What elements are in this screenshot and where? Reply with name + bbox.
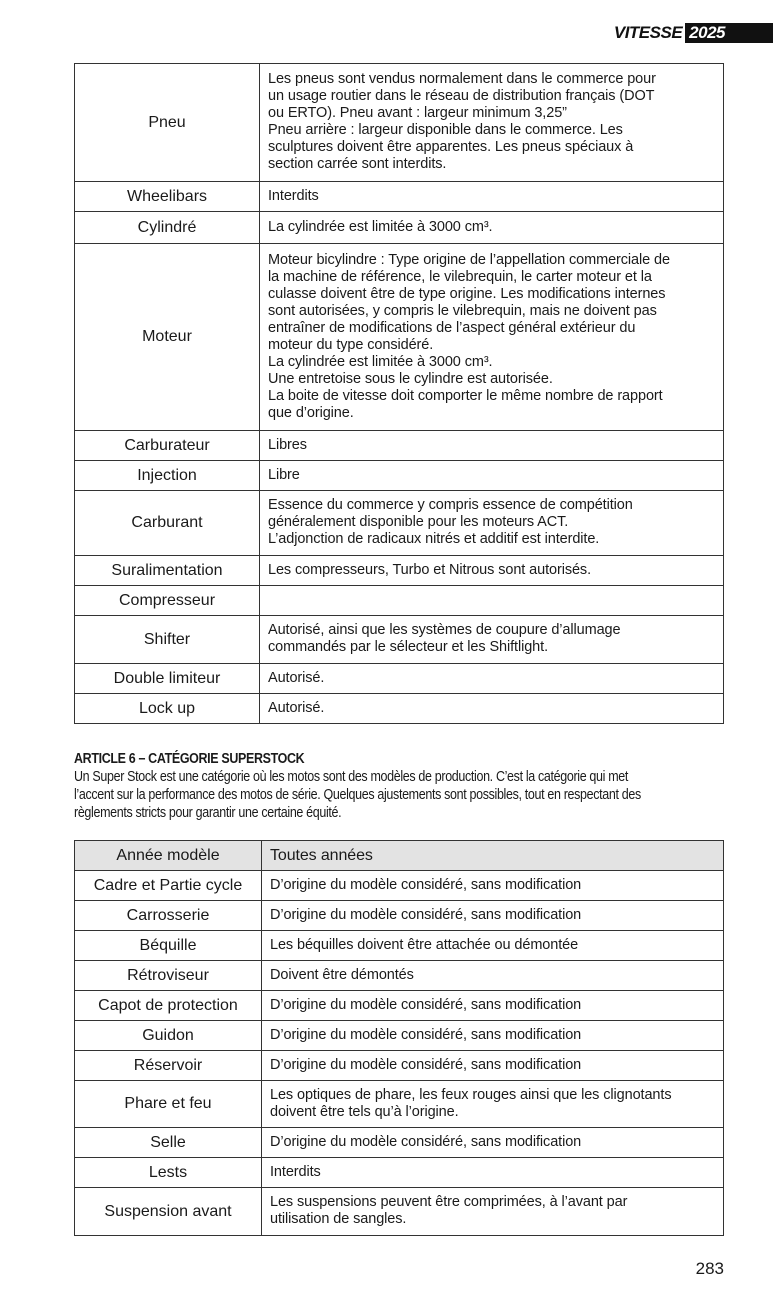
row-value	[262, 961, 724, 991]
value-line: la machine de référence, le vilebrequin, le carter moteur et la	[268, 268, 652, 285]
value-line: Autorisé.	[268, 699, 325, 716]
row-label: Moteur	[75, 244, 260, 431]
row-value	[260, 556, 724, 586]
row-label: Suralimentation	[75, 556, 260, 586]
value-line: La cylindrée est limitée à 3000 cm³.	[268, 218, 493, 235]
table-row	[75, 871, 724, 901]
row-label: Pneu	[75, 64, 260, 182]
value-line: D’origine du modèle considéré, sans modification	[270, 1133, 582, 1150]
value-line: Les béquilles doivent être attachée ou démontée	[270, 936, 579, 953]
value-line: D’origine du modèle considéré, sans modification	[270, 1026, 582, 1043]
value-line: un usage routier dans le réseau de distribution français (DOT	[268, 88, 655, 104]
row-value	[260, 694, 724, 724]
row-value	[262, 1158, 724, 1188]
table-row	[75, 586, 724, 616]
value-line: généralement disponible pour les moteurs ACT.	[268, 514, 569, 530]
value-line: Interdits	[268, 187, 319, 204]
row-value	[262, 1021, 724, 1051]
table-row	[75, 1051, 724, 1081]
value-line: D’origine du modèle considéré, sans modification	[270, 996, 582, 1013]
value-line: Les suspensions peuvent être comprimées, à l’avant par	[270, 1194, 628, 1210]
value-line: Moteur bicylindre : Type origine de l’appellation commerciale de	[268, 251, 670, 268]
table-row	[75, 694, 724, 724]
row-value	[260, 64, 724, 182]
value-line: section carrée sont interdits.	[268, 156, 447, 172]
value-line: Autorisé, ainsi que les systèmes de coupure d’allumage	[268, 622, 621, 638]
row-label: Wheelibars	[75, 182, 260, 212]
row-value	[262, 871, 724, 901]
row-label: Cadre et Partie cycle	[75, 871, 262, 901]
row-label: Capot de protection	[75, 991, 262, 1021]
row-value	[260, 664, 724, 694]
table-row	[75, 64, 724, 182]
table-row	[75, 1081, 724, 1128]
table-row	[75, 991, 724, 1021]
table-row	[75, 616, 724, 664]
value-line: Autorisé.	[268, 669, 325, 686]
row-value	[260, 586, 724, 616]
table-row	[75, 1158, 724, 1188]
value-line: ou ERTO). Pneu avant : largeur minimum 3,25”	[268, 105, 567, 121]
value-line: Libre	[268, 466, 300, 483]
row-value	[262, 1081, 724, 1128]
article-line: règlements stricts pour garantir une certaine équité.	[74, 805, 342, 821]
table-row	[75, 461, 724, 491]
value-line: utilisation de sangles.	[270, 1211, 407, 1227]
table-row	[75, 664, 724, 694]
row-label: Guidon	[75, 1021, 262, 1051]
header-year-badge: 2025	[685, 23, 773, 43]
value-line: La boite de vitesse doit comporter le même nombre de rapport	[268, 387, 663, 404]
value-line: Essence du commerce y compris essence de compétition	[268, 497, 633, 513]
row-label: Injection	[75, 461, 260, 491]
row-value	[262, 901, 724, 931]
row-value	[262, 931, 724, 961]
row-label: Carburant	[75, 491, 260, 556]
row-label: Béquille	[75, 931, 262, 961]
table-header-row	[75, 841, 724, 871]
row-label: Shifter	[75, 616, 260, 664]
header-label: Année modèle	[75, 841, 262, 871]
row-value	[260, 491, 724, 556]
header-brand: VITESSE	[613, 23, 683, 42]
row-label: Lock up	[75, 694, 260, 724]
article-body	[74, 768, 725, 822]
value-line: D’origine du modèle considéré, sans modification	[270, 906, 582, 923]
table-row	[75, 556, 724, 586]
row-label: Double limiteur	[75, 664, 260, 694]
row-value	[262, 991, 724, 1021]
table1-body	[75, 64, 724, 724]
value-line: D’origine du modèle considéré, sans modification	[270, 1056, 582, 1073]
row-value	[262, 1188, 724, 1236]
row-label: Compresseur	[75, 586, 260, 616]
row-label: Lests	[75, 1158, 262, 1188]
value-line: Les pneus sont vendus normalement dans le commerce pour	[268, 71, 656, 87]
article-title: ARTICLE 6 – CATÉGORIE SUPERSTOCK	[74, 751, 305, 767]
table-row	[75, 1021, 724, 1051]
table-row	[75, 931, 724, 961]
table-row	[75, 491, 724, 556]
value-line: L’adjonction de radicaux nitrés et additif est interdite.	[268, 531, 600, 547]
row-label: Réservoir	[75, 1051, 262, 1081]
value-line: commandés par le sélecteur et les Shiftlight.	[268, 639, 548, 655]
value-line: sont autorisées, y compris le vilebrequin, mais ne doivent pas	[268, 302, 657, 319]
value-line: que d’origine.	[268, 404, 354, 421]
table-row	[75, 212, 724, 244]
row-value	[260, 244, 724, 431]
value-line: La cylindrée est limitée à 3000 cm³.	[268, 353, 493, 370]
value-line: entraîner de modifications de l’aspect général extérieur du	[268, 319, 636, 336]
row-label: Rétroviseur	[75, 961, 262, 991]
row-value	[262, 1128, 724, 1158]
table2-body	[75, 841, 724, 1236]
row-label: Carrosserie	[75, 901, 262, 931]
row-label: Carburateur	[75, 431, 260, 461]
row-value	[260, 461, 724, 491]
value-line: Pneu arrière : largeur disponible dans le commerce. Les	[268, 122, 623, 138]
page-number: 283	[695, 1259, 724, 1278]
value-line: culasse doivent être de type origine. Les modifications internes	[268, 285, 666, 302]
row-value	[260, 616, 724, 664]
article-line: Un Super Stock est une catégorie où les motos sont des modèles de production. C’est la catégorie qui met	[74, 769, 629, 785]
table-row	[75, 431, 724, 461]
value-line: sculptures doivent être apparentes. Les pneus spéciaux à	[268, 139, 634, 155]
table-row	[75, 182, 724, 212]
row-value	[260, 212, 724, 244]
value-line: Doivent être démontés	[270, 966, 414, 983]
running-header	[614, 23, 773, 43]
article-line: l’accent sur la performance des motos de série. Quelques ajustements sont possibles, tout en respectant des	[74, 787, 641, 803]
regulation-table-1	[74, 63, 724, 724]
value-line: Interdits	[270, 1163, 321, 1180]
row-label: Suspension avant	[75, 1188, 262, 1236]
value-line: Une entretoise sous le cylindre est autorisée.	[268, 370, 553, 387]
value-line: D’origine du modèle considéré, sans modification	[270, 876, 582, 893]
value-line: Libres	[268, 436, 307, 453]
row-label: Cylindré	[75, 212, 260, 244]
table-row	[75, 1128, 724, 1158]
table-row	[75, 901, 724, 931]
value-line: moteur du type considéré.	[268, 336, 434, 353]
row-value	[260, 182, 724, 212]
value-line: Les optiques de phare, les feux rouges ainsi que les clignotants	[270, 1086, 672, 1103]
value-line: Les compresseurs, Turbo et Nitrous sont autorisés.	[268, 561, 592, 578]
row-value	[260, 431, 724, 461]
row-label: Phare et feu	[75, 1081, 262, 1128]
table-row	[75, 961, 724, 991]
value-line: doivent être tels qu’à l’origine.	[270, 1103, 459, 1120]
header-value: Toutes années	[262, 841, 724, 871]
article-6-section	[74, 751, 726, 822]
row-label: Selle	[75, 1128, 262, 1158]
superstock-table	[74, 840, 724, 1236]
table-row	[75, 244, 724, 431]
table-row	[75, 1188, 724, 1236]
row-value	[262, 1051, 724, 1081]
value-line	[268, 592, 716, 609]
